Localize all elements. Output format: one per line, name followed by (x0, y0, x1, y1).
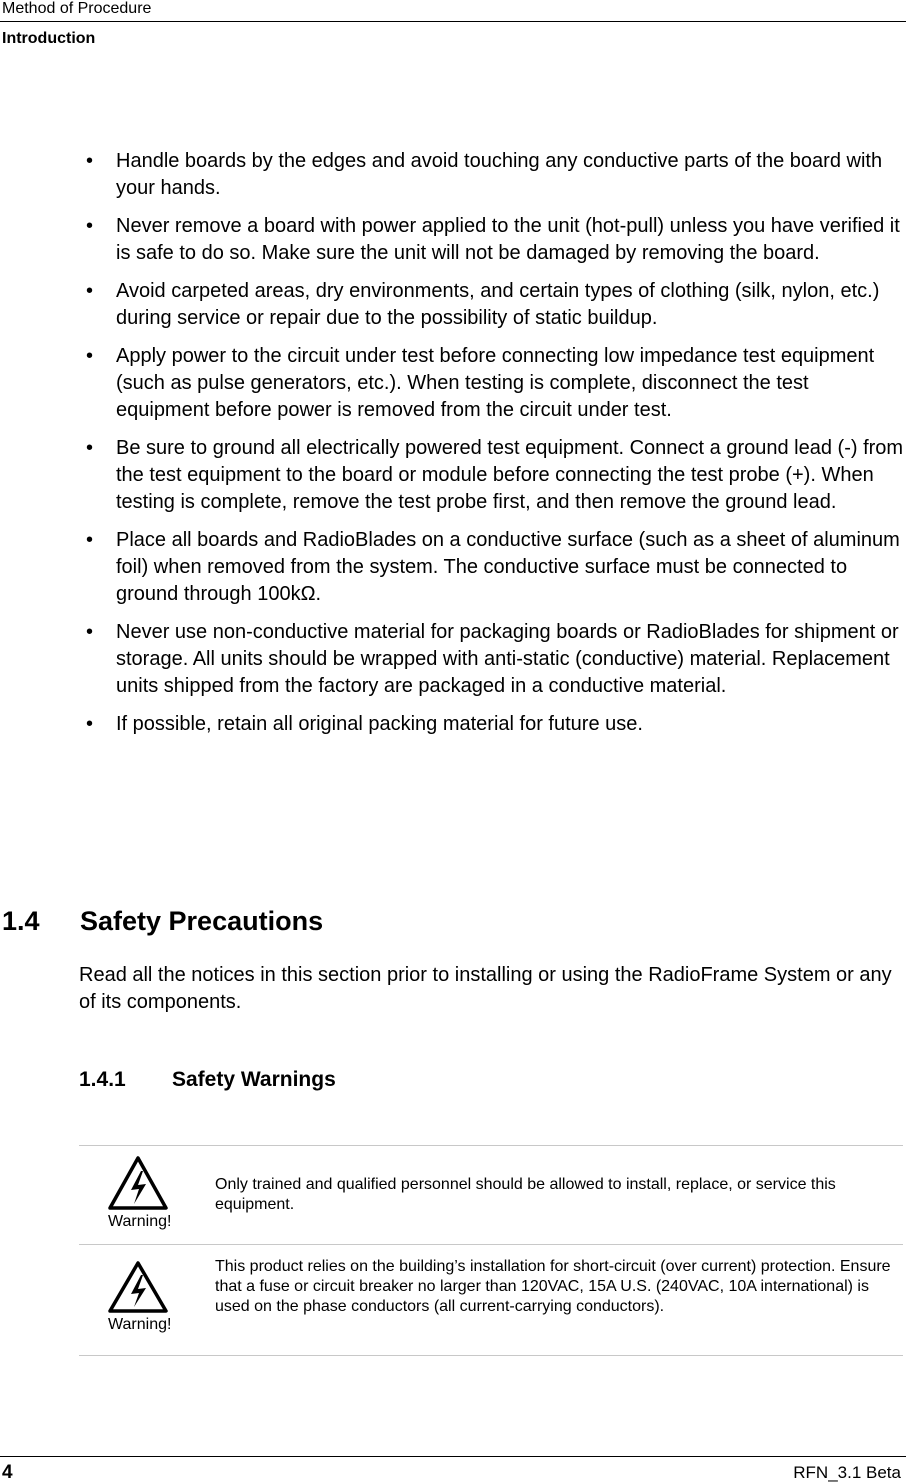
bullet-icon: • (86, 280, 94, 302)
section-number: 1.4 (2, 906, 40, 936)
list-item-text: Never use non-conductive material for packaging boards or RadioBlades for shipment or storage. All units should be wrapped with anti-static (conductive) material. Replacement units shipped from the factory are packaged in a conductive material. (116, 621, 899, 697)
page-footer (0, 1456, 906, 1484)
list-item (0, 527, 906, 608)
list-item-text: Be sure to ground all electrically powered test equipment. Connect a ground lead (-) from the test equipment to the board or module before connecting the test probe (+). When testing is complete, remove the test probe first, and then remove the ground lead. (116, 437, 904, 513)
running-section-label: Introduction (2, 30, 96, 47)
warnings-table (79, 1145, 903, 1356)
section-title: Safety Precautions (80, 906, 324, 936)
bullet-icon: • (86, 621, 94, 643)
page-number: 4 (2, 1462, 13, 1483)
safety-intro-paragraph: Read all the notices in this section prior to installing or using the RadioFrame System or any of its components. (79, 964, 892, 1013)
list-item-text: Never remove a board with power applied to the unit (hot-pull) unless you have verified it is safe to do so. Make sure the unit will not be damaged by removing the board. (116, 215, 900, 264)
list-item-text: Apply power to the circuit under test before connecting low impedance test equipment (such as pulse generators, etc.). When testing is complete, disconnect the test equipment before power is removed from the circuit under test. (116, 345, 875, 421)
document-title: Method of Procedure (2, 0, 152, 17)
warning-icon-cell (108, 1261, 186, 1334)
warning-label: Warning! (108, 1316, 172, 1333)
list-item (0, 711, 906, 738)
list-item-text: Handle boards by the edges and avoid touching any conductive parts of the board with your hands. (116, 150, 883, 199)
warning-row (79, 1146, 903, 1245)
list-item (0, 619, 906, 700)
electrical-warning-icon (108, 1261, 168, 1313)
list-item-text: Avoid carpeted areas, dry environments, and certain types of clothing (silk, nylon, etc.) during service or repair due to the possibility of static buildup. (116, 280, 880, 329)
bullet-icon: • (86, 215, 94, 237)
list-item (0, 213, 906, 267)
bullet-icon: • (86, 345, 94, 367)
section-heading-safety-precautions (2, 903, 323, 939)
esd-precautions-list (0, 148, 906, 749)
list-item-text: Place all boards and RadioBlades on a conductive surface (such as a sheet of aluminum foil) when removed from the system. The conductive surface must be connected to ground through 100kΩ. (116, 529, 900, 605)
document-version: RFN_3.1 Beta (793, 1463, 901, 1482)
warning-text: Only trained and qualified personnel should be allowed to install, replace, or service this equipment. (215, 1176, 836, 1213)
bullet-icon: • (86, 150, 94, 172)
subsection-heading-safety-warnings (79, 1066, 336, 1094)
warning-label: Warning! (108, 1213, 172, 1230)
warning-text: This product relies on the building’s installation for short-circuit (over current) protection. Ensure that a fuse or circuit breaker no larger than 120VAC, 15A U.S. (240VAC, 10A international) is used on the phase conductors (all current-carrying conductors). (215, 1258, 891, 1315)
list-item-text: If possible, retain all original packing material for future use. (116, 713, 643, 735)
list-item (0, 343, 906, 424)
bullet-icon: • (86, 437, 94, 459)
bullet-icon: • (86, 529, 94, 551)
warning-row (79, 1245, 903, 1356)
list-item (0, 278, 906, 332)
page-header (0, 0, 906, 22)
bullet-icon: • (86, 713, 94, 735)
list-item (0, 148, 906, 202)
electrical-warning-icon (108, 1156, 168, 1210)
subsection-number: 1.4.1 (79, 1068, 126, 1091)
list-item (0, 435, 906, 516)
warning-icon-cell (108, 1156, 186, 1231)
subsection-title: Safety Warnings (172, 1068, 336, 1091)
